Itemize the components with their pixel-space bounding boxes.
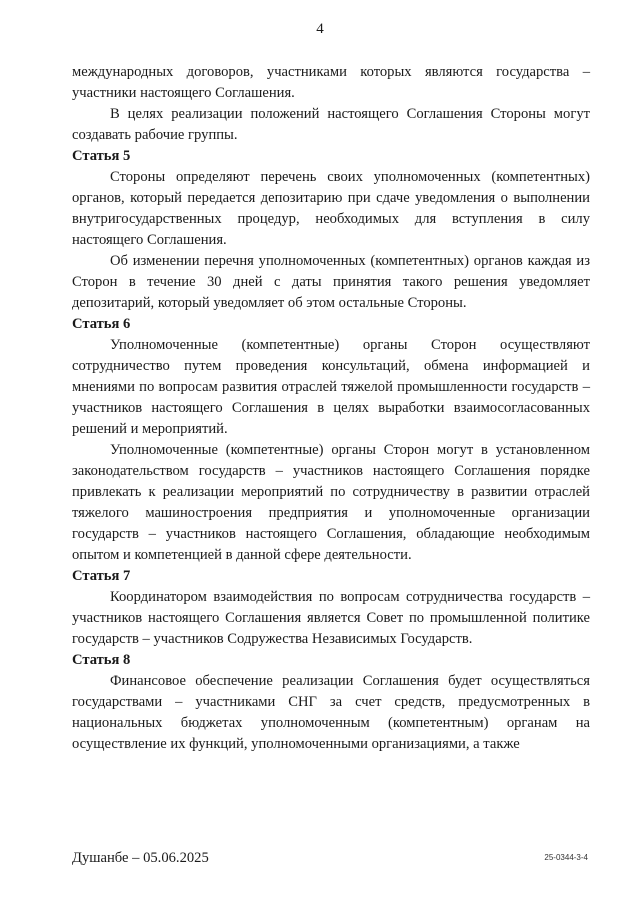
article-8-heading: Статья 8 — [72, 652, 131, 668]
article-5-paragraph-1: Стороны определяют перечень своих уполномоченных (компетентных) органов, который передается депозитарию при сдаче уведомления о выполнении внутригосударственных процедур, необходимых для вступления в силу настоящего Соглашения. — [72, 169, 590, 248]
page-number: 4 — [316, 21, 324, 37]
intro-paragraph-1: международных договоров, участниками которых являются государства – участники настоящего Соглашения. — [72, 64, 590, 101]
footer-doc-code: 25-0344-3-4 — [544, 853, 588, 862]
article-7-heading: Статья 7 — [72, 568, 131, 584]
article-7-paragraph-1: Координатором взаимодействия по вопросам сотрудничества государств – участников настоящего Соглашения является Совет по промышленной политике государств – участников Содружества Независимых Государств. — [72, 589, 590, 647]
article-6-paragraph-2: Уполномоченные (компетентные) органы Сторон могут в установленном законодательством государств – участников настоящего Соглашения порядке привлекать к реализации мероприятий по сотрудничеству в развитии отраслей тяжелого машиностроения предприятия и уполномоченные организации государств – участников настоящего Соглашения, обладающие необходимым опытом и компетенцией в данной сфере деятельности. — [72, 442, 590, 563]
article-6-paragraph-1: Уполномоченные (компетентные) органы Сторон осуществляют сотрудничество путем проведения консультаций, обмена информацией и мнениями по вопросам развития отраслей тяжелой промышленности государств – участников настоящего Соглашения в целях выработки взаимосогласованных решений и мероприятий. — [72, 337, 590, 437]
intro-paragraph-2: В целях реализации положений настоящего Соглашения Стороны могут создавать рабочие группы. — [72, 106, 590, 143]
article-5-paragraph-2: Об изменении перечня уполномоченных (компетентных) органов каждая из Сторон в течение 30 дней с даты принятия такого решения уведомляет депозитарий, который уведомляет об этом остальные Стороны. — [72, 253, 590, 311]
article-5-heading: Статья 5 — [72, 148, 131, 164]
document-body — [72, 62, 590, 755]
article-6-heading: Статья 6 — [72, 316, 131, 332]
footer-place-date: Душанбе – 05.06.2025 — [72, 850, 209, 866]
article-8-paragraph-1: Финансовое обеспечение реализации Соглашения будет осуществляться государствами – участниками СНГ за счет средств, предусмотренных в национальных бюджетах уполномоченным (компетентным) органам на осуществление их функций, уполномоченными организациями, а также — [72, 673, 590, 752]
